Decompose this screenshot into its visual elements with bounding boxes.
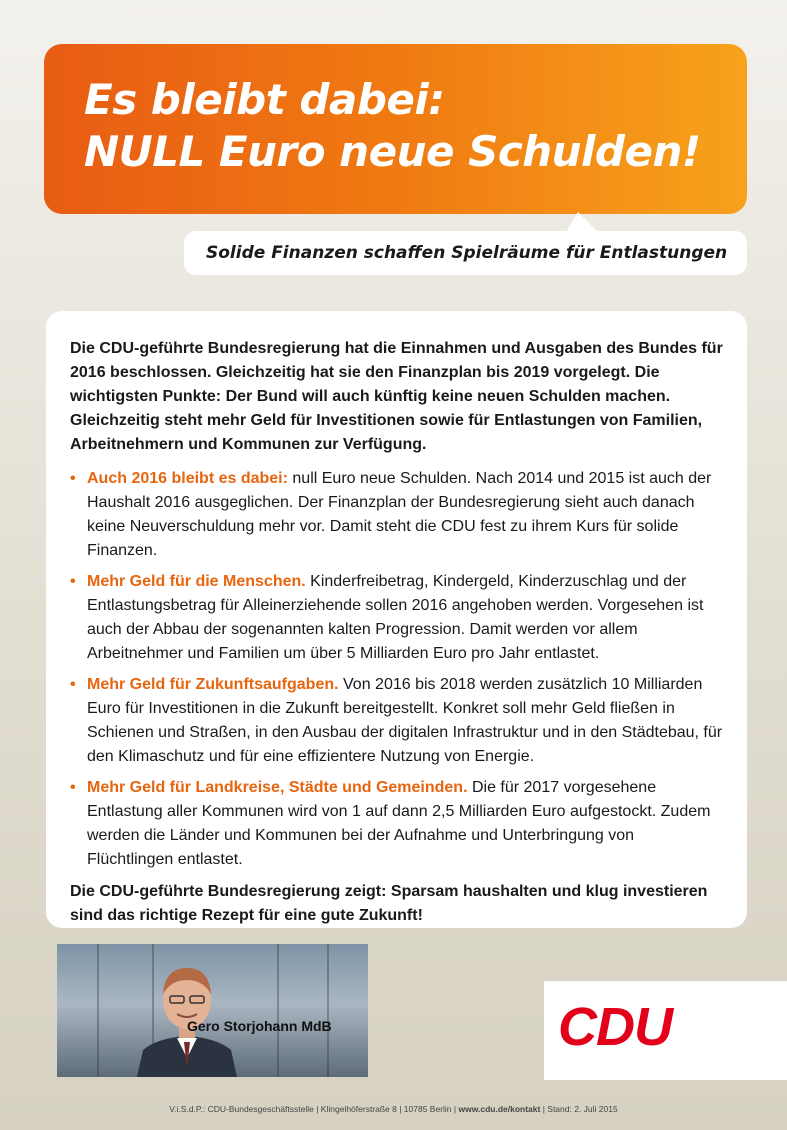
subtitle: Solide Finanzen schaffen Spielräume für Entlastungen: [184, 231, 747, 275]
bullet-text: Von 2016 bis 2018 werden zusätzlich 10 Milliarden Euro für Investitionen in die Zukunft bereitgestellt. Konkret soll mehr Geld fließen in Schienen und Straßen, in den Ausbau der digitalen Infrastruktur und in den Städtebau, für den Klimaschutz und für eine effizientere Nutzung von Energie.: [87, 676, 723, 765]
list-item: [70, 570, 723, 666]
closing-paragraph: Die CDU-geführte Bundesregierung zeigt: Sparsam haushalten und klug investieren sind das richtige Rezept für eine gute Zukunft!: [70, 883, 708, 924]
list-item: [70, 776, 723, 872]
headline-banner: [44, 44, 747, 214]
footer-prefix: V.i.S.d.P.: CDU-Bundesgeschäftsstelle | Klingelhöferstraße 8 | 10785 Berlin |: [169, 1104, 459, 1114]
list-item: [70, 467, 723, 563]
cdu-logo: CDU: [558, 997, 672, 1057]
footer-link[interactable]: www.cdu.de/kontakt: [458, 1104, 541, 1114]
speech-bubble-tail: [566, 212, 598, 232]
bullet-icon: •: [70, 573, 76, 590]
window-frame: [277, 944, 279, 1077]
person-name: Gero Storjohann MdB: [187, 1018, 332, 1034]
bullet-lead: Auch 2016 bleibt es dabei:: [87, 470, 288, 487]
bullet-icon: •: [70, 470, 76, 487]
footer-suffix: | Stand: 2. Juli 2015: [540, 1104, 618, 1114]
list-item: [70, 673, 723, 769]
bullet-lead: Mehr Geld für Landkreise, Städte und Gemeinden.: [87, 779, 468, 796]
bullet-text: null Euro neue Schulden. Nach 2014 und 2015 ist auch der Haushalt 2016 ausgeglichen. Der Finanzplan der Bundesregierung sieht auch danach keine Neuverschuldung mehr vor. Damit steht die CDU fest zu ihrem Kurs für solide Finanzen.: [87, 470, 712, 559]
window-frame: [327, 944, 329, 1077]
portrait-photo: [57, 944, 368, 1077]
window-frame: [97, 944, 99, 1077]
logo-box: [544, 981, 787, 1080]
bullet-icon: •: [70, 676, 76, 693]
bullet-list: [70, 467, 723, 872]
bullet-text: Kinderfreibetrag, Kindergeld, Kinderzuschlag und der Entlastungsbetrag für Alleinerziehende sollen 2016 angehoben werden. Vorgesehen ist auch der Abbau der sogenannten kalten Progression. Damit werden vor allem Arbeitnehmer und Familien um über 5 Milliarden Euro pro Jahr entlastet.: [87, 573, 704, 662]
bullet-text: Die für 2017 vorgesehene Entlastung aller Kommunen wird von 1 auf dann 2,5 Milliarden Euro aufgestockt. Zudem werden die Länder und Kommunen bei der Aufnahme und Unterbringung von Flüchtlingen entlastet.: [87, 779, 711, 868]
content-box: [46, 311, 747, 928]
headline-line-1: Es bleibt dabei:: [84, 75, 445, 124]
footer-imprint: [0, 1104, 787, 1114]
intro-paragraph: Die CDU-geführte Bundesregierung hat die Einnahmen und Ausgaben des Bundes für 2016 beschlossen. Gleichzeitig hat sie den Finanzplan bis 2019 vorgelegt. Die wichtigsten Punkte: Der Bund will auch künftig keine neuen Schulden machen. Gleichzeitig steht mehr Geld für Investitionen sowie für Entlastungen von Familien, Arbeitnehmern und Kommunen zur Verfügung.: [70, 340, 723, 453]
headline-line-2: NULL Euro neue Schulden!: [84, 127, 701, 176]
bullet-lead: Mehr Geld für die Menschen.: [87, 573, 306, 590]
bullet-lead: Mehr Geld für Zukunftsaufgaben.: [87, 676, 339, 693]
bullet-icon: •: [70, 779, 76, 796]
